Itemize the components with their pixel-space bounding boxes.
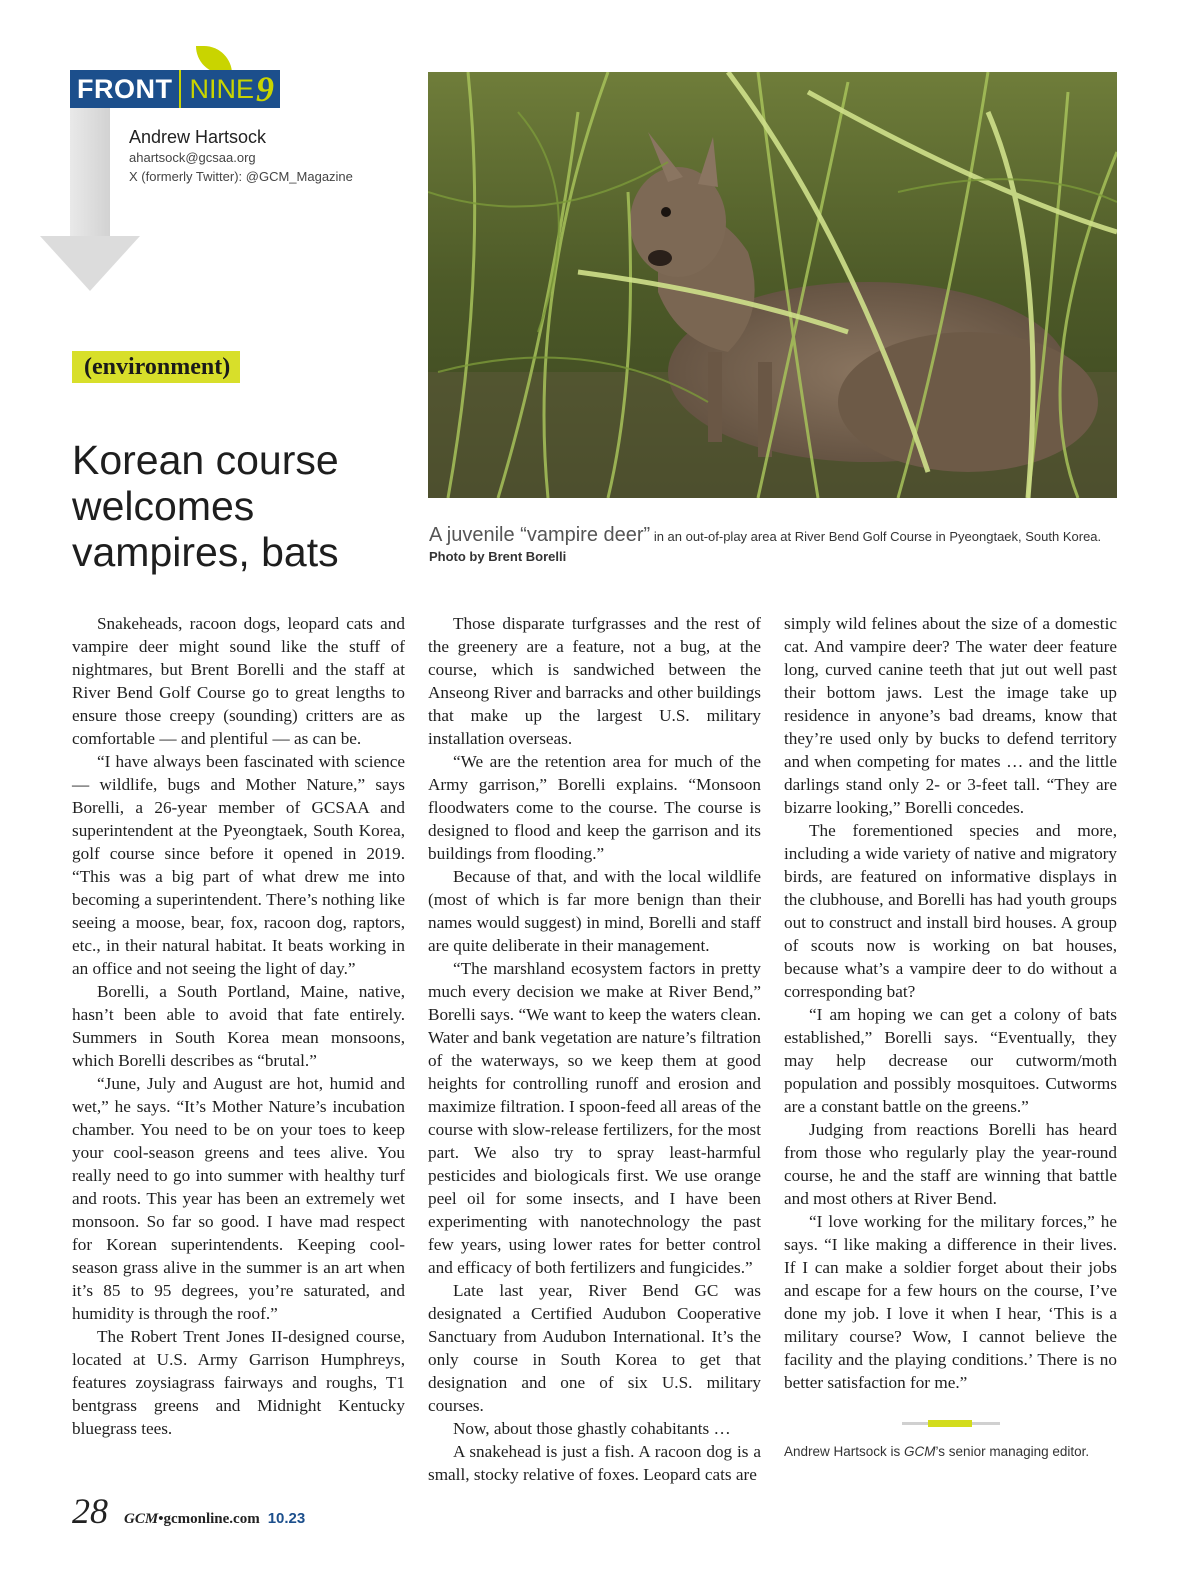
caption-lead: A juvenile “vampire deer” (429, 524, 651, 546)
author-bio (784, 1444, 1089, 1459)
feature-photo (428, 72, 1117, 498)
paragraph: The forementioned species and more, including a wide variety of native and migratory birds, are featured on informative displays in the clubhouse, and Borelli has had youth groups out to construct and install bird houses. A group of scouts now is working on bat houses, because what’s a vampire deer to do without a corresponding bat? (784, 821, 1117, 1001)
logo-front-text: FRONT (70, 70, 179, 108)
article-column-2 (428, 612, 761, 1486)
deer-photo-illustration (428, 72, 1117, 498)
paragraph: Judging from reactions Borelli has heard from those who regularly play the year-round course, he and the staff are winning that battle and most others at River Bend. (784, 1120, 1117, 1208)
article-column-3 (784, 612, 1117, 1394)
paragraph: “I love working for the military forces,” he says. “I like making a difference in their lives. If I can make a soldier forget about their jobs and escape for a few hours on the course, I’ve done my job. I love it when I hear, ‘This is a military course? Wow, I cannot believe the facility and the playing conditions.’ There is no better satisfaction for me.” (784, 1212, 1117, 1392)
author-byline (129, 126, 353, 187)
footer-separator: • (158, 1511, 164, 1527)
paragraph: Because of that, and with the local wildlife (most of which is far more benign than their names would suggest) in mind, Borelli and staff are quite deliberate in their management. (428, 867, 761, 955)
page-title: Korean course welcomes vampires, bats (72, 437, 339, 575)
author-email[interactable]: ahartsock@gcsaa.org (129, 150, 256, 165)
paragraph: Those disparate turfgrasses and the rest of the greenery are a feature, not a bug, at the course, which is sandwiched between the Anseong River and barracks and other buildings that make up the largest U.S. military installation overseas. (428, 614, 761, 748)
paragraph: “I am hoping we can get a colony of bats established,” Borelli says. “Eventually, they may help decrease our cutworm/moth population and possibly mosquitoes. Cutworms are a constant battle on the greens.” (784, 1005, 1117, 1116)
paragraph: Late last year, River Bend GC was designated a Certified Audubon Cooperative Sanctuary from Audubon International. It’s the only course in South Korea to get that designation and one of six U.S. military courses. (428, 1281, 761, 1415)
paragraph: “I have always been fascinated with science — wildlife, bugs and Mother Nature,” says Borelli, a 26-year member of GCSAA and superintendent at the Pyeongtaek, South Korea, golf course since before it opened in 2019. “This was a big part of what drew me into becoming a superintendent. There’s nothing like seeing a moose, bear, fox, racoon dog, raptors, etc., in their natural habitat. It beats working in an office and not seeing the light of day.” (72, 752, 405, 978)
paragraph: The Robert Trent Jones II-designed course, located at U.S. Army Garrison Humphreys, features zoysiagrass fairways and roughs, T1 bentgrass greens and Midnight Kentucky bluegrass tees. (72, 1327, 405, 1438)
end-divider-accent (928, 1420, 972, 1427)
paragraph: Borelli, a South Portland, Maine, native, hasn’t been able to avoid that fate entirely. Summers in South Korea mean monsoons, which Borelli describes as “brutal.” (72, 982, 405, 1070)
photo-caption (429, 524, 1129, 564)
article-column-1 (72, 612, 405, 1440)
bio-suffix: ’s senior managing editor. (935, 1444, 1090, 1459)
footer-site[interactable]: gcmonline.com (163, 1511, 260, 1527)
author-social: X (formerly Twitter): @GCM_Magazine (129, 169, 353, 184)
paragraph: “We are the retention area for much of the Army garrison,” Borelli explains. “Monsoon floodwaters come to the course. The course is designed to flood and keep the garrison and its buildings from flooding.” (428, 752, 761, 863)
bio-publication: GCM (904, 1444, 936, 1459)
footer-publication: GCM (124, 1511, 159, 1527)
footer-issue: 10.23 (267, 1510, 306, 1527)
paragraph: Snakeheads, racoon dogs, leopard cats and vampire deer might sound like the stuff of nightmares, but Brent Borelli and the staff at River Bend Golf Course go to great lengths to ensure those creepy (sounding) critters are as comfortable — and plentiful — as can be. (72, 614, 405, 748)
paragraph: “The marshland ecosystem factors in pretty much every decision we make at River Bend,” Borelli says. “We want to keep the waters clean. Water and bank vegetation are nature’s filtration of the waterways, so we keep them at good heights for controlling runoff and erosion and maximize filtration. I spoon-feed all areas of the course with slow-release fertilizers, for the most part. We also try to spray least-harmful pesticides and biologicals first. We use orange peel oil for some insects, and I have been experimenting with nanotechnology the past few years, using lower rates for better control and efficacy of both fertilizers and fungicides.” (428, 959, 761, 1277)
logo-number: 9 (256, 70, 280, 108)
page-footer (72, 1490, 305, 1532)
photo-credit: Photo by Brent Borelli (429, 549, 567, 564)
paragraph: A snakehead is just a fish. A racoon dog is a small, stocky relative of foxes. Leopard cats are (428, 1442, 761, 1484)
section-tag: (environment) (72, 351, 240, 383)
paragraph: “June, July and August are hot, humid and wet,” he says. “It’s Mother Nature’s incubation chamber. You need to be on your toes to keep your cool-season greens and tees alive. You really need to go into summer with healthy turf and roots. This year has been an extremely wet monsoon. So far so good. I have mad respect for Korean superintendents. Keeping cool-season grass alive in the summer is an art when it’s 85 to 95 degrees, you’re saturated, and humidity is through the roof.” (72, 1074, 405, 1323)
caption-text: in an out-of-play area at River Bend Golf Course in Pyeongtaek, South Korea. (650, 529, 1102, 544)
paragraph: simply wild felines about the size of a domestic cat. And vampire deer? The water deer feature long, curved canine teeth that jut out well past their bottom jaws. Lest the image take up residence in anyone’s bad dreams, know that they’re used only by bucks to defend territory and when competing for mates … and the little darlings stand only 2- or 3-feet tall. “They are bizarre looking,” Borelli concedes. (784, 614, 1117, 817)
page-number: 28 (72, 1491, 108, 1531)
bio-prefix: Andrew Hartsock is (784, 1444, 905, 1459)
paragraph: Now, about those ghastly cohabitants … (453, 1419, 731, 1438)
arrow-down-icon (70, 108, 110, 236)
section-logo (70, 70, 300, 108)
logo-nine-text: NINE (179, 70, 256, 108)
arrow-head-icon (40, 236, 140, 291)
author-name: Andrew Hartsock (129, 127, 267, 147)
